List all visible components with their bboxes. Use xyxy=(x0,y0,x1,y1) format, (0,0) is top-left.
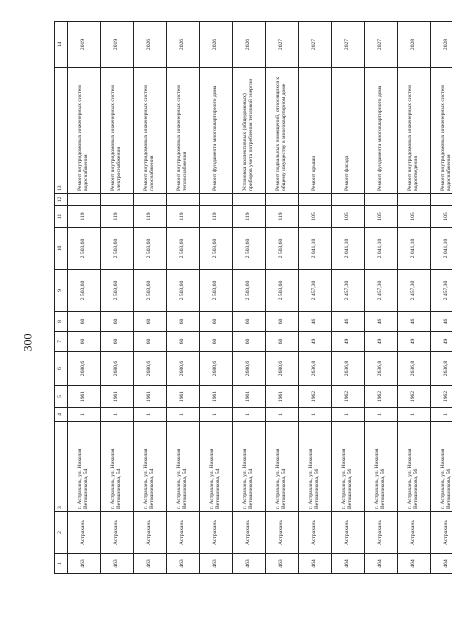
table-cell-c10: 2 503,60 xyxy=(101,228,134,270)
table-cell-year: 1962 xyxy=(299,386,332,408)
table-cell-c7: 60 xyxy=(233,332,266,352)
table-cell-c8: 46 xyxy=(332,312,365,332)
table-cell-c4: 1 xyxy=(332,408,365,422)
table-cell-id: 463 xyxy=(167,554,200,574)
table-cell-c8: 60 xyxy=(266,312,299,332)
table-cell-c11: 119 xyxy=(101,206,134,228)
table-cell-c4: 1 xyxy=(233,408,266,422)
column-number: 14 xyxy=(55,22,68,68)
table-cell-work: Ремонт внутридомовых инженерных систем электроснабжения xyxy=(101,68,134,194)
table-cell-c7: 49 xyxy=(398,332,431,352)
rotated-table-area xyxy=(54,22,452,574)
table-cell-area: 2636,8 xyxy=(365,352,398,386)
table-cell-c10: 2 503,60 xyxy=(68,228,101,270)
table-cell-c8: 60 xyxy=(233,312,266,332)
table-cell-area: 2636,8 xyxy=(299,352,332,386)
table-cell-year: 1961 xyxy=(167,386,200,408)
table-cell-id: 464 xyxy=(299,554,332,574)
table-cell-c7: 49 xyxy=(365,332,398,352)
table-cell-c11: 119 xyxy=(68,206,101,228)
table-row xyxy=(134,22,167,574)
table-cell-c4: 1 xyxy=(68,408,101,422)
table-row xyxy=(266,22,299,574)
table-cell-year: 1961 xyxy=(233,386,266,408)
table-cell-work: Ремонт внутридомовых инженерных систем водоснабжения xyxy=(68,68,101,194)
table-cell-year: 1961 xyxy=(266,386,299,408)
table-cell-id: 464 xyxy=(332,554,365,574)
table-cell-c11: 119 xyxy=(266,206,299,228)
table-cell-c7: 60 xyxy=(200,332,233,352)
table-cell-c10: 2 041,10 xyxy=(431,228,452,270)
table-cell-city: Астрахань xyxy=(233,512,266,554)
table-cell-c7: 60 xyxy=(68,332,101,352)
table-cell-plan: 2027 xyxy=(299,22,332,68)
table-cell-work: Ремонт фундамента многоквартирного дома xyxy=(200,68,233,194)
table-cell-c4: 1 xyxy=(167,408,200,422)
table-cell-city: Астрахань xyxy=(332,512,365,554)
table-cell-c4: 1 xyxy=(200,408,233,422)
table-cell-c8: 46 xyxy=(365,312,398,332)
table-cell-id: 463 xyxy=(233,554,266,574)
table-cell-c10: 2 041,10 xyxy=(365,228,398,270)
table-cell-work: Ремонт внутридомовых инженерных систем водоснабжения xyxy=(431,68,452,194)
table-cell-c7: 60 xyxy=(167,332,200,352)
table-cell-work: Ремонт крыши xyxy=(299,68,332,194)
column-number-row xyxy=(55,22,68,574)
table-row xyxy=(167,22,200,574)
table-cell-id: 463 xyxy=(134,554,167,574)
table-cell-plan: 2026 xyxy=(167,22,200,68)
table-cell-c8: 60 xyxy=(134,312,167,332)
column-number: 3 xyxy=(55,422,68,512)
table-cell-city: Астрахань xyxy=(68,512,101,554)
table-cell-address: г. Астрахань, ул. Николая Ветошникова, 54 xyxy=(233,422,266,512)
table-cell-area: 2636,8 xyxy=(431,352,452,386)
table-cell-c12 xyxy=(200,194,233,206)
column-number: 5 xyxy=(55,386,68,408)
table-cell-address: г. Астрахань, ул. Николая Ветошникова, 56 xyxy=(332,422,365,512)
table-cell-c4: 1 xyxy=(398,408,431,422)
table-cell-year: 1961 xyxy=(134,386,167,408)
table-cell-c10: 2 503,60 xyxy=(134,228,167,270)
table-cell-c11: 105 xyxy=(299,206,332,228)
column-number: 4 xyxy=(55,408,68,422)
column-number: 12 xyxy=(55,194,68,206)
table-cell-city: Астрахань xyxy=(200,512,233,554)
column-number: 2 xyxy=(55,512,68,554)
table-cell-c9: 2 457,30 xyxy=(365,270,398,312)
table-cell-c11: 105 xyxy=(332,206,365,228)
table-cell-city: Астрахань xyxy=(101,512,134,554)
table-cell-area: 2680,6 xyxy=(167,352,200,386)
column-number: 13 xyxy=(55,68,68,194)
table-cell-c12 xyxy=(101,194,134,206)
table-cell-c11: 119 xyxy=(233,206,266,228)
table-cell-work: Установка коллективных (общедомовых) приборов учета потребления тепловой энергии xyxy=(233,68,266,194)
table-cell-c11: 105 xyxy=(365,206,398,228)
table-cell-address: г. Астрахань, ул. Николая Ветошникова, 54 xyxy=(200,422,233,512)
table-cell-plan: 2028 xyxy=(398,22,431,68)
table-cell-id: 463 xyxy=(68,554,101,574)
table-cell-area: 2680,6 xyxy=(233,352,266,386)
table-cell-id: 464 xyxy=(365,554,398,574)
table-cell-c4: 1 xyxy=(431,408,452,422)
table-cell-address: г. Астрахань, ул. Николая Ветошникова, 54 xyxy=(167,422,200,512)
table-cell-area: 2680,6 xyxy=(68,352,101,386)
table-cell-plan: 2026 xyxy=(200,22,233,68)
table-body xyxy=(68,22,452,574)
table-cell-year: 1961 xyxy=(68,386,101,408)
table-cell-c9: 2 503,60 xyxy=(200,270,233,312)
table-cell-c8: 60 xyxy=(68,312,101,332)
table-cell-work: Ремонт фасада xyxy=(332,68,365,194)
table-cell-c12 xyxy=(266,194,299,206)
table-cell-c4: 1 xyxy=(299,408,332,422)
table-cell-c8: 46 xyxy=(299,312,332,332)
table-cell-address: г. Астрахань, ул. Николая Ветошникова, 54 xyxy=(266,422,299,512)
table-cell-plan: 2026 xyxy=(134,22,167,68)
table-row xyxy=(398,22,431,574)
table-cell-year: 1962 xyxy=(365,386,398,408)
table-cell-address: г. Астрахань, ул. Николая Ветошникова, 56 xyxy=(365,422,398,512)
table-cell-plan: 2026 xyxy=(233,22,266,68)
table-cell-c11: 119 xyxy=(200,206,233,228)
table-cell-c12 xyxy=(398,194,431,206)
table-row xyxy=(299,22,332,574)
table-cell-c4: 1 xyxy=(266,408,299,422)
table-cell-c9: 2 503,60 xyxy=(134,270,167,312)
table-cell-c4: 1 xyxy=(101,408,134,422)
table-cell-c7: 49 xyxy=(299,332,332,352)
table-cell-area: 2680,6 xyxy=(101,352,134,386)
table-cell-c4: 1 xyxy=(365,408,398,422)
table-cell-address: г. Астрахань, ул. Николая Ветошникова, 56 xyxy=(431,422,452,512)
column-number: 11 xyxy=(55,206,68,228)
table-row xyxy=(365,22,398,574)
table-cell-c11: 119 xyxy=(167,206,200,228)
table-cell-c12 xyxy=(134,194,167,206)
page-number: 300 xyxy=(20,333,35,352)
table-cell-c10: 2 503,60 xyxy=(233,228,266,270)
table-cell-c8: 60 xyxy=(200,312,233,332)
table-cell-c4: 1 xyxy=(134,408,167,422)
table-cell-address: г. Астрахань, ул. Николая Ветошникова, 56 xyxy=(398,422,431,512)
table-cell-city: Астрахань xyxy=(266,512,299,554)
table-cell-c8: 46 xyxy=(398,312,431,332)
table-cell-c12 xyxy=(68,194,101,206)
table-cell-work: Ремонт внутридомовых инженерных систем газоснабжения xyxy=(134,68,167,194)
table-cell-c9: 2 457,30 xyxy=(431,270,452,312)
table-cell-plan: 2027 xyxy=(266,22,299,68)
table-cell-c8: 60 xyxy=(101,312,134,332)
table-cell-c12 xyxy=(332,194,365,206)
table-row xyxy=(233,22,266,574)
table-cell-c7: 60 xyxy=(134,332,167,352)
column-number: 7 xyxy=(55,332,68,352)
table-cell-work: Ремонт подвальных помещений, относящихся к общему имуществу в многоквартирном доме xyxy=(266,68,299,194)
table-cell-city: Астрахань xyxy=(431,512,452,554)
table-row xyxy=(101,22,134,574)
table-cell-id: 464 xyxy=(398,554,431,574)
table-cell-c11: 105 xyxy=(398,206,431,228)
table-cell-c12 xyxy=(233,194,266,206)
table-cell-area: 2680,6 xyxy=(134,352,167,386)
table-cell-c9: 2 503,60 xyxy=(266,270,299,312)
table-cell-c12 xyxy=(167,194,200,206)
column-number: 6 xyxy=(55,352,68,386)
table-cell-year: 1961 xyxy=(101,386,134,408)
table-cell-c9: 2 503,60 xyxy=(101,270,134,312)
table-cell-c8: 46 xyxy=(431,312,452,332)
table-cell-c10: 2 503,60 xyxy=(200,228,233,270)
table-cell-city: Астрахань xyxy=(365,512,398,554)
table-cell-id: 464 xyxy=(431,554,452,574)
table-cell-area: 2680,6 xyxy=(200,352,233,386)
table-cell-city: Астрахань xyxy=(398,512,431,554)
capital-repair-table xyxy=(54,21,452,574)
table-cell-year: 1962 xyxy=(431,386,452,408)
table-cell-address: г. Астрахань, ул. Николая Ветошникова, 54 xyxy=(68,422,101,512)
table-cell-c10: 2 503,60 xyxy=(167,228,200,270)
column-number: 8 xyxy=(55,312,68,332)
table-cell-c10: 2 503,60 xyxy=(266,228,299,270)
table-cell-c9: 2 457,30 xyxy=(398,270,431,312)
table-cell-city: Астрахань xyxy=(167,512,200,554)
table-cell-address: г. Астрахань, ул. Николая Ветошникова, 54 xyxy=(101,422,134,512)
table-cell-c10: 2 041,10 xyxy=(332,228,365,270)
table-cell-c7: 60 xyxy=(101,332,134,352)
table-cell-city: Астрахань xyxy=(134,512,167,554)
table-cell-plan: 2028 xyxy=(431,22,452,68)
table-cell-c8: 60 xyxy=(167,312,200,332)
table-cell-c9: 2 457,30 xyxy=(299,270,332,312)
table-cell-c12 xyxy=(431,194,452,206)
table-cell-city: Астрахань xyxy=(299,512,332,554)
table-cell-plan: 2027 xyxy=(365,22,398,68)
table-cell-year: 1962 xyxy=(398,386,431,408)
table-cell-c7: 49 xyxy=(431,332,452,352)
column-number: 9 xyxy=(55,270,68,312)
table-cell-plan: 2027 xyxy=(332,22,365,68)
table-cell-c10: 2 041,10 xyxy=(299,228,332,270)
table-cell-plan: 2019 xyxy=(68,22,101,68)
table-row xyxy=(68,22,101,574)
table-cell-year: 1962 xyxy=(332,386,365,408)
table-cell-c7: 60 xyxy=(266,332,299,352)
table-cell-c11: 105 xyxy=(431,206,452,228)
table-cell-work: Ремонт внутридомовых инженерных систем водоотведения xyxy=(398,68,431,194)
table-cell-address: г. Астрахань, ул. Николая Ветошникова, 54 xyxy=(134,422,167,512)
table-cell-c11: 119 xyxy=(134,206,167,228)
table-cell-plan: 2019 xyxy=(101,22,134,68)
table-cell-id: 463 xyxy=(266,554,299,574)
table-row xyxy=(200,22,233,574)
table-cell-c9: 2 457,30 xyxy=(332,270,365,312)
table-row xyxy=(431,22,452,574)
table-cell-c10: 2 041,10 xyxy=(398,228,431,270)
table-cell-c7: 49 xyxy=(332,332,365,352)
table-cell-c9: 2 503,60 xyxy=(68,270,101,312)
column-number: 1 xyxy=(55,554,68,574)
table-cell-work: Ремонт внутридомовых инженерных систем теплоснабжения xyxy=(167,68,200,194)
table-cell-c9: 2 503,60 xyxy=(233,270,266,312)
table-row xyxy=(332,22,365,574)
table-cell-id: 463 xyxy=(200,554,233,574)
table-cell-year: 1961 xyxy=(200,386,233,408)
table-cell-id: 463 xyxy=(101,554,134,574)
table-cell-address: г. Астрахань, ул. Николая Ветошникова, 56 xyxy=(299,422,332,512)
table-cell-area: 2636,8 xyxy=(398,352,431,386)
table-cell-c9: 2 503,60 xyxy=(167,270,200,312)
column-number: 10 xyxy=(55,228,68,270)
table-cell-work: Ремонт фундамента многоквартирного дома xyxy=(365,68,398,194)
table-cell-area: 2680,6 xyxy=(266,352,299,386)
table-cell-c12 xyxy=(299,194,332,206)
table-cell-area: 2636,8 xyxy=(332,352,365,386)
table-cell-c12 xyxy=(365,194,398,206)
